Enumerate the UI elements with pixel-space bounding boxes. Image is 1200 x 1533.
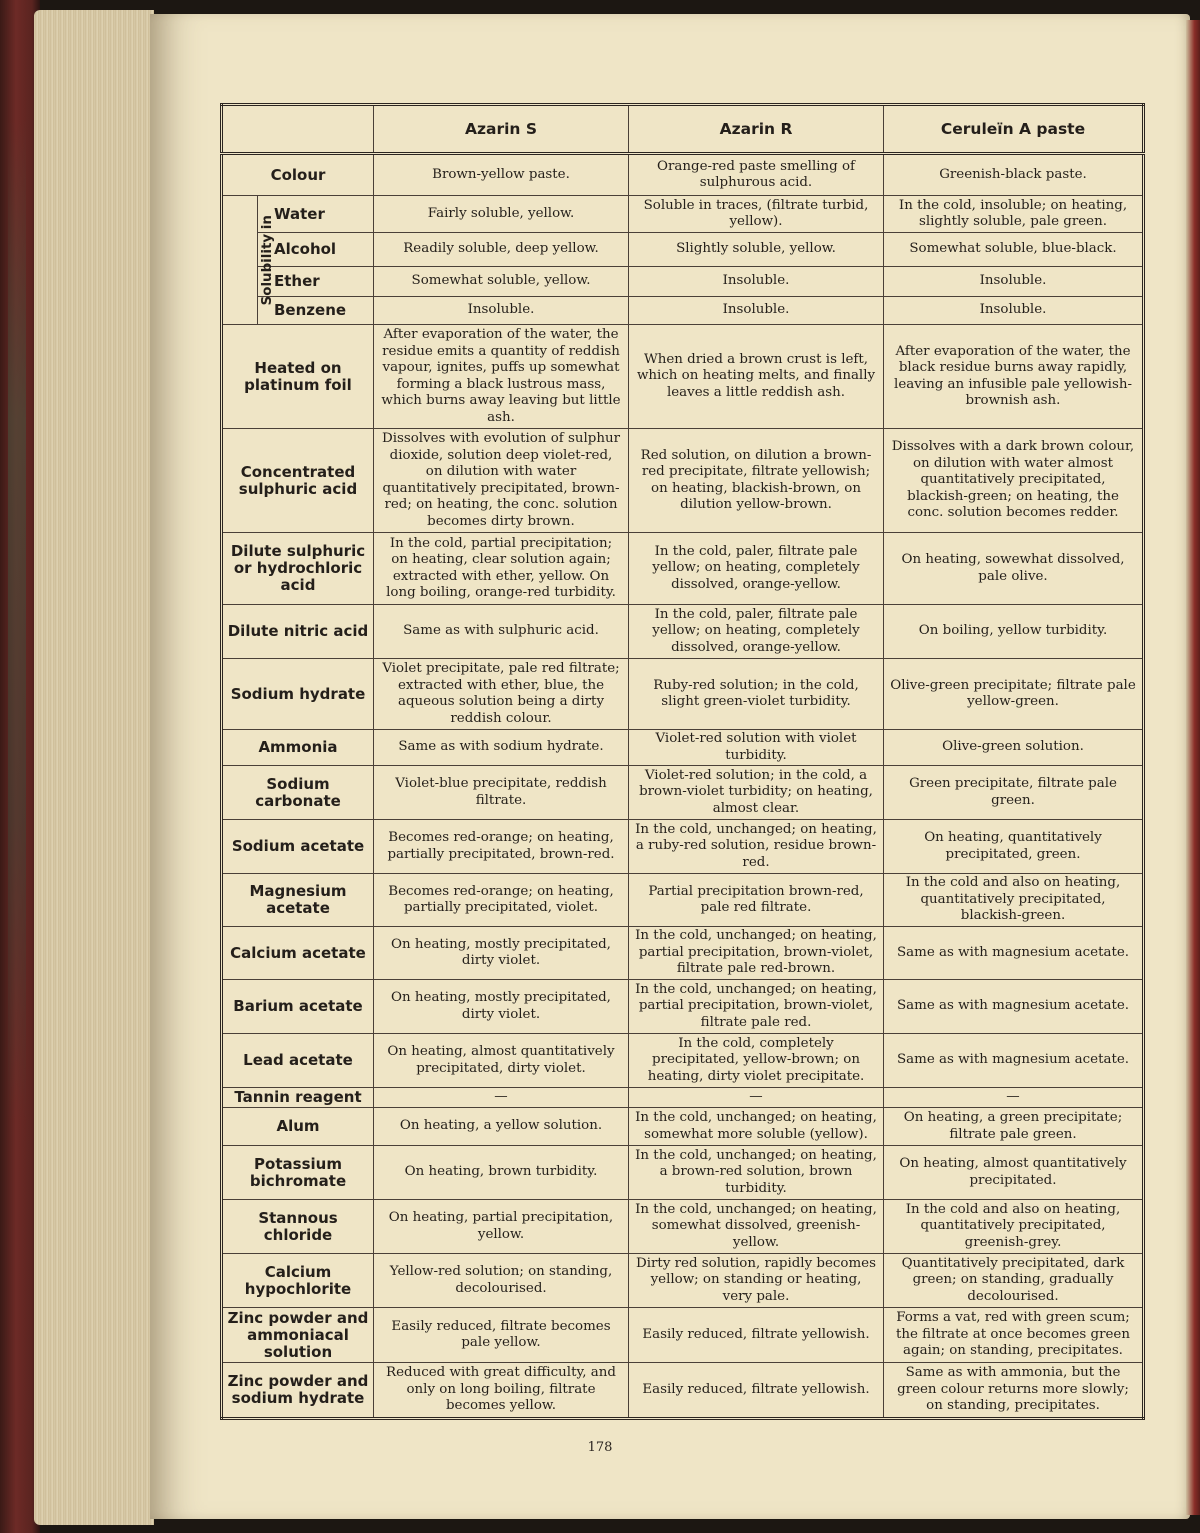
cell-azarin-r: In the cold, unchanged; on heating, somewhat dissolved, greenish-yellow.: [629, 1200, 884, 1254]
cell-cerulein-a: Somewhat soluble, blue-black.: [884, 233, 1144, 267]
cell-azarin-s: On heating, a yellow solution.: [374, 1108, 629, 1146]
cell-cerulein-a: Insoluble.: [884, 267, 1144, 297]
row-label: Ammonia: [222, 730, 374, 766]
table-row: [222, 297, 1144, 325]
row-label: Alcohol: [258, 233, 374, 267]
cell-azarin-r: Orange-red paste smelling of sulphurous acid.: [629, 154, 884, 196]
cell-cerulein-a: On boiling, yellow turbidity.: [884, 605, 1144, 659]
header-azarin-s: Azarin S: [374, 105, 629, 154]
book-right-edge: [1186, 20, 1200, 1515]
row-label: Concentrated sulphuric acid: [222, 429, 374, 533]
cell-azarin-r: In the cold, unchanged; on heating, a ruby-red solution, residue brown-red.: [629, 820, 884, 874]
cell-azarin-s: Reduced with great difficulty, and only on long boiling, filtrate becomes yellow.: [374, 1363, 629, 1419]
cell-cerulein-a: In the cold and also on heating, quantitatively precipitated, blackish-green.: [884, 874, 1144, 927]
cell-azarin-s: Same as with sodium hydrate.: [374, 730, 629, 766]
cell-azarin-r: In the cold, paler, filtrate pale yellow; on heating, completely dissolved, orange-yellow.: [629, 533, 884, 605]
cell-azarin-r: In the cold, unchanged; on heating, a brown-red solution, brown turbidity.: [629, 1146, 884, 1200]
table-row: [222, 927, 1144, 980]
cell-cerulein-a: Dissolves with a dark brown colour, on dilution with water almost quantitatively precipitated, blackish-green; on heating, the conc. solution becomes redder.: [884, 429, 1144, 533]
table-row: [222, 196, 1144, 233]
table-row: [222, 605, 1144, 659]
table-row: [222, 1108, 1144, 1146]
cell-azarin-s: Readily soluble, deep yellow.: [374, 233, 629, 267]
cell-azarin-r: In the cold, unchanged; on heating, partial precipitation, brown-violet, filtrate pale red.: [629, 980, 884, 1034]
cell-azarin-s: Dissolves with evolution of sulphur dioxide, solution deep violet-red, on dilution with water quantitatively precipitated, brown-red; on heating, the conc. solution becomes dirty brown.: [374, 429, 629, 533]
table-row: [222, 874, 1144, 927]
row-label: Colour: [222, 154, 374, 196]
table-header-row: [222, 105, 1144, 154]
table-row: [222, 1363, 1144, 1419]
cell-azarin-s: After evaporation of the water, the residue emits a quantity of reddish vapour, ignites, puffs up somewhat forming a black lustrous mass, which burns away leaving but little ash.: [374, 325, 629, 429]
cell-azarin-s: On heating, mostly precipitated, dirty violet.: [374, 980, 629, 1034]
cell-azarin-s: Fairly soluble, yellow.: [374, 196, 629, 233]
cell-cerulein-a: Same as with magnesium acetate.: [884, 980, 1144, 1034]
row-label: Lead acetate: [222, 1034, 374, 1088]
cell-azarin-s: Easily reduced, filtrate becomes pale yellow.: [374, 1308, 629, 1363]
cell-cerulein-a: Green precipitate, filtrate pale green.: [884, 766, 1144, 820]
cell-azarin-r: In the cold, unchanged; on heating, partial precipitation, brown-violet, filtrate pale red-brown.: [629, 927, 884, 980]
cell-cerulein-a: Greenish-black paste.: [884, 154, 1144, 196]
row-label: Tannin reagent: [222, 1088, 374, 1108]
cell-azarin-s: In the cold, partial precipitation; on heating, clear solution again; extracted with ether, yellow. On long boiling, orange-red turbidity.: [374, 533, 629, 605]
cell-cerulein-a: After evaporation of the water, the black residue burns away rapidly, leaving an infusible pale yellowish-brownish ash.: [884, 325, 1144, 429]
table-row: [222, 766, 1144, 820]
row-label: Sodium carbonate: [222, 766, 374, 820]
cell-azarin-r: When dried a brown crust is left, which on heating melts, and finally leaves a little reddish ash.: [629, 325, 884, 429]
table-row: [222, 730, 1144, 766]
header-azarin-r: Azarin R: [629, 105, 884, 154]
cell-azarin-s: On heating, mostly precipitated, dirty violet.: [374, 927, 629, 980]
table-row: [222, 233, 1144, 267]
cell-azarin-r: In the cold, unchanged; on heating, somewhat more soluble (yellow).: [629, 1108, 884, 1146]
cell-cerulein-a: Same as with magnesium acetate.: [884, 927, 1144, 980]
cell-cerulein-a: Same as with magnesium acetate.: [884, 1034, 1144, 1088]
table-row: [222, 533, 1144, 605]
header-cerulein-a: Ceruleïn A paste: [884, 105, 1144, 154]
cell-azarin-s: On heating, almost quantitatively precipitated, dirty violet.: [374, 1034, 629, 1088]
table-row: [222, 980, 1144, 1034]
cell-cerulein-a: —: [884, 1088, 1144, 1108]
cell-azarin-s: Becomes red-orange; on heating, partially precipitated, brown-red.: [374, 820, 629, 874]
table-row: [222, 267, 1144, 297]
cell-azarin-r: Dirty red solution, rapidly becomes yellow; on standing or heating, very pale.: [629, 1254, 884, 1308]
cell-azarin-r: —: [629, 1088, 884, 1108]
row-label: Benzene: [258, 297, 374, 325]
cell-azarin-r: Violet-red solution; in the cold, a brown-violet turbidity; on heating, almost clear.: [629, 766, 884, 820]
cell-azarin-s: Same as with sulphuric acid.: [374, 605, 629, 659]
row-label: Stannous chloride: [222, 1200, 374, 1254]
row-label: Magnesium acetate: [222, 874, 374, 927]
cell-cerulein-a: Same as with ammonia, but the green colour returns more slowly; on standing, precipitates.: [884, 1363, 1144, 1419]
cell-azarin-r: Insoluble.: [629, 297, 884, 325]
solubility-group-label: [222, 196, 275, 325]
cell-azarin-r: Easily reduced, filtrate yellowish.: [629, 1308, 884, 1363]
table-row: [222, 154, 1144, 196]
cell-azarin-s: Violet precipitate, pale red filtrate; extracted with ether, blue, the aqueous solution being a dirty reddish colour.: [374, 659, 629, 730]
table-row: [222, 1034, 1144, 1088]
row-label: Zinc powder and sodium hydrate: [222, 1363, 374, 1419]
table-row: [222, 429, 1144, 533]
cell-cerulein-a: On heating, sowewhat dissolved, pale olive.: [884, 533, 1144, 605]
table-row: [222, 659, 1144, 730]
cell-cerulein-a: In the cold, insoluble; on heating, slightly soluble, pale green.: [884, 196, 1144, 233]
cell-azarin-s: Violet-blue precipitate, reddish filtrate.: [374, 766, 629, 820]
cell-azarin-r: In the cold, completely precipitated, yellow-brown; on heating, dirty violet precipitate.: [629, 1034, 884, 1088]
table-row: [222, 1254, 1144, 1308]
cell-cerulein-a: Quantitatively precipitated, dark green; on standing, gradually decolourised.: [884, 1254, 1144, 1308]
row-label: Sodium hydrate: [222, 659, 374, 730]
cell-azarin-r: Ruby-red solution; in the cold, slight green-violet turbidity.: [629, 659, 884, 730]
row-label: Barium acetate: [222, 980, 374, 1034]
cell-cerulein-a: Insoluble.: [884, 297, 1144, 325]
table-row: [222, 1200, 1144, 1254]
cell-azarin-s: On heating, brown turbidity.: [374, 1146, 629, 1200]
row-label: Calcium hypochlorite: [222, 1254, 374, 1308]
row-label: Water: [258, 196, 374, 233]
header-blank: [222, 105, 374, 154]
row-label: Zinc powder and ammoniacal solution: [222, 1308, 374, 1363]
cell-azarin-s: Insoluble.: [374, 297, 629, 325]
table-row: [222, 820, 1144, 874]
cell-cerulein-a: On heating, almost quantitatively precipitated.: [884, 1146, 1144, 1200]
page-number: 178: [587, 1440, 613, 1455]
dye-reactions-table: [220, 103, 1145, 1420]
table-row: [222, 325, 1144, 429]
row-label: Heated on platinum foil: [222, 325, 374, 429]
row-label: Dilute nitric acid: [222, 605, 374, 659]
row-label: Sodium acetate: [222, 820, 374, 874]
cell-cerulein-a: On heating, a green precipitate; filtrate pale green.: [884, 1108, 1144, 1146]
row-label: Calcium acetate: [222, 927, 374, 980]
cell-azarin-r: Red solution, on dilution a brown-red precipitate, filtrate yellowish; on heating, blackish-brown, on dilution yellow-brown.: [629, 429, 884, 533]
table-row: [222, 1146, 1144, 1200]
cell-azarin-s: On heating, partial precipitation, yellow.: [374, 1200, 629, 1254]
page-edges: [34, 10, 154, 1525]
cell-cerulein-a: Forms a vat, red with green scum; the filtrate at once becomes green again; on standing, precipitates.: [884, 1308, 1144, 1363]
cell-azarin-r: In the cold, paler, filtrate pale yellow; on heating, completely dissolved, orange-yellow.: [629, 605, 884, 659]
row-label: Alum: [222, 1108, 374, 1146]
cell-azarin-s: Somewhat soluble, yellow.: [374, 267, 629, 297]
cell-azarin-r: Soluble in traces, (filtrate turbid, yellow).: [629, 196, 884, 233]
cell-azarin-r: Slightly soluble, yellow.: [629, 233, 884, 267]
cell-azarin-r: Easily reduced, filtrate yellowish.: [629, 1363, 884, 1419]
solubility-group-text: Solubility in: [259, 214, 275, 306]
cell-azarin-r: Partial precipitation brown-red, pale red filtrate.: [629, 874, 884, 927]
table-row: [222, 1088, 1144, 1108]
table-row: [222, 1308, 1144, 1363]
cell-cerulein-a: Olive-green solution.: [884, 730, 1144, 766]
cell-azarin-r: Insoluble.: [629, 267, 884, 297]
row-label: Potassium bichromate: [222, 1146, 374, 1200]
cell-azarin-s: Yellow-red solution; on standing, decolourised.: [374, 1254, 629, 1308]
cell-cerulein-a: On heating, quantitatively precipitated, green.: [884, 820, 1144, 874]
cell-cerulein-a: In the cold and also on heating, quantitatively precipitated, greenish-grey.: [884, 1200, 1144, 1254]
row-label: Dilute sulphuric or hydrochloric acid: [222, 533, 374, 605]
cell-cerulein-a: Olive-green precipitate; filtrate pale yellow-green.: [884, 659, 1144, 730]
cell-azarin-s: Brown-yellow paste.: [374, 154, 629, 196]
cell-azarin-r: Violet-red solution with violet turbidity.: [629, 730, 884, 766]
cell-azarin-s: —: [374, 1088, 629, 1108]
cell-azarin-s: Becomes red-orange; on heating, partially precipitated, violet.: [374, 874, 629, 927]
row-label: Ether: [258, 267, 374, 297]
